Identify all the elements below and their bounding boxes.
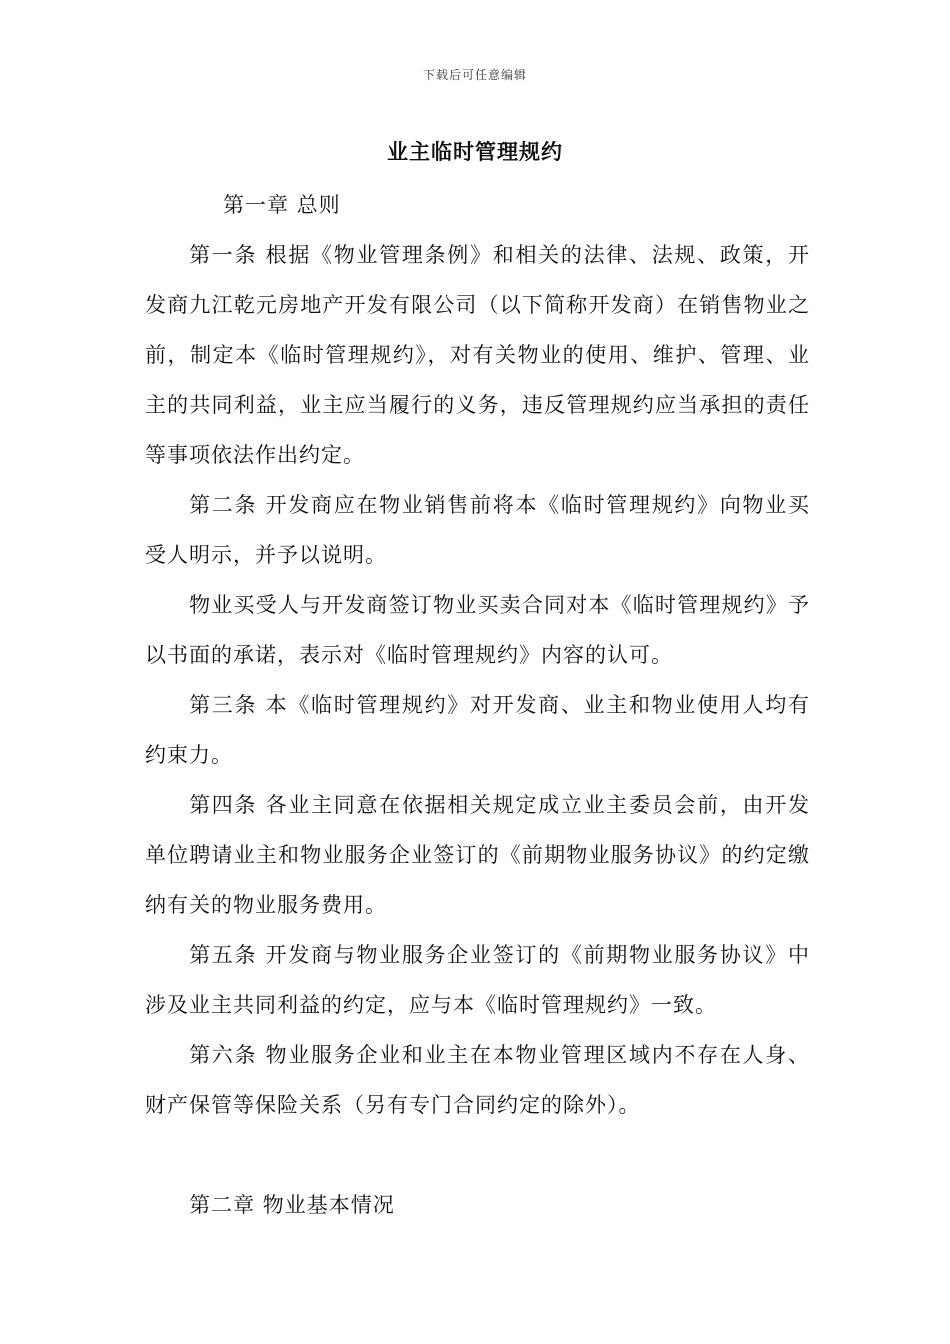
article-2-supplement: 物业买受人与开发商签订物业买卖合同对本《临时管理规约》予以书面的承诺，表示对《临时管理规约》内容的认可。 (145, 593, 810, 667)
article-3: 第三条 本《临时管理规约》对开发商、业主和物业使用人均有约束力。 (145, 693, 810, 767)
article-2: 第二条 开发商应在物业销售前将本《临时管理规约》向物业买受人明示，并予以说明。 (145, 493, 810, 567)
page-header-note: 下载后可任意编辑 (422, 68, 527, 82)
article-1: 第一条 根据《物业管理条例》和相关的法律、法规、政策，开发商九江乾元房地产开发有限公司（以下简称开发商）在销售物业之前，制定本《临时管理规约》，对有关物业的使用、维护、管理、业主的共同利益，业主应当履行的义务，违反管理规约应当承担的责任等事项依法作出约定。 (145, 243, 810, 467)
article-5: 第五条 开发商与物业服务企业签订的《前期物业服务协议》中涉及业主共同利益的约定，应与本《临时管理规约》一致。 (145, 943, 810, 1017)
chapter-1-heading: 第一章 总则 (223, 193, 341, 217)
article-4: 第四条 各业主同意在依据相关规定成立业主委员会前，由开发单位聘请业主和物业服务企业签订的《前期物业服务协议》的约定缴纳有关的物业服务费用。 (145, 793, 810, 917)
section-gap (145, 1130, 810, 1180)
document-body (145, 180, 810, 1230)
article-6: 第六条 物业服务企业和业主在本物业管理区域内不存在人身、财产保管等保险关系（另有专门合同约定的除外）。 (145, 1043, 810, 1117)
document-title: 业主临时管理规约 (387, 140, 563, 164)
chapter-2-heading: 第二章 物业基本情况 (189, 1193, 395, 1217)
